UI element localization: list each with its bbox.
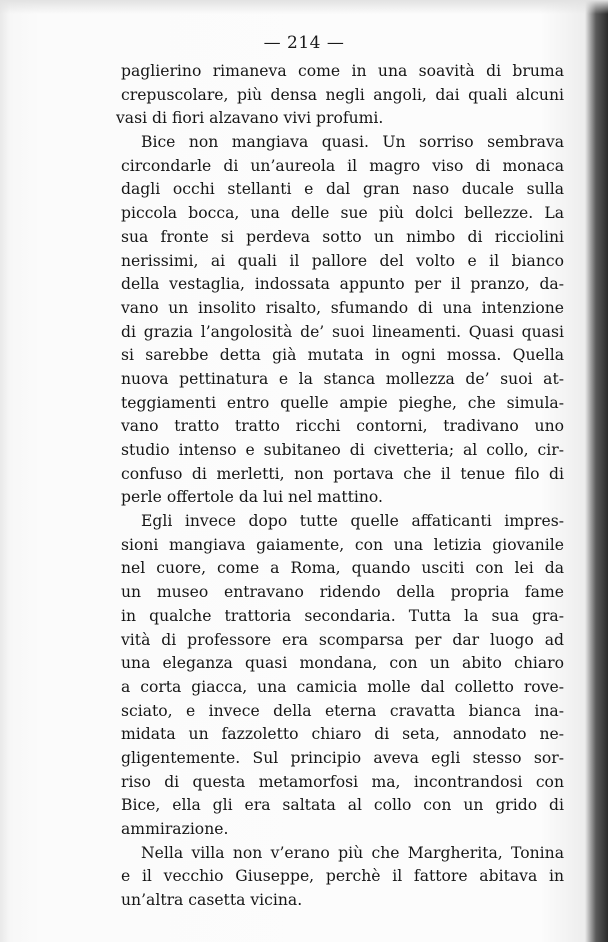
text-line: ammirazione. xyxy=(121,820,229,838)
text-line: piccola bocca, una delle sue più dolci bellezze. La xyxy=(121,204,564,223)
text-line: studio intenso e subitaneo di civetteria; al collo, cir- xyxy=(121,441,564,459)
text-line: una eleganza quasi mondana, con un abito chiaro xyxy=(121,654,564,673)
text-line: sua fronte si perdeva sotto un nimbo di ricciolini xyxy=(121,227,564,246)
text-line: si sarebbe detta già mutata in ogni mossa. Quella xyxy=(121,346,564,365)
text-line: confuso di merletti, non portava che il tenue filo di xyxy=(121,464,564,483)
page-number: — 214 — xyxy=(263,33,345,53)
text-line: vità di professore era scomparsa per dar luogo ad xyxy=(121,630,564,649)
text-line: nel cuore, come a Roma, quando usciti con lei da xyxy=(121,559,564,578)
text-line: perle offertole da lui nel mattino. xyxy=(121,488,383,507)
text-line: vano un insolito risalto, sfumando di una intenzione xyxy=(121,298,564,317)
text-line: nuova pettinatura e la stanca mollezza de’ suoi at- xyxy=(121,369,564,388)
text-line: midata un fazzoletto chiaro di seta, annodato ne- xyxy=(121,725,564,744)
text-line: in qualche trattoria secondaria. Tutta la sua gra- xyxy=(121,606,564,625)
paragraph-start-line: Egli invece dopo tutte quelle affaticanti impres- xyxy=(141,512,564,531)
text-line: paglierino rimaneva come in una soavità di bruma xyxy=(121,62,564,80)
text-line: dagli occhi stellanti e dal gran naso ducale sulla xyxy=(121,180,564,199)
body-text xyxy=(116,60,564,913)
text-line: gligentemente. Sul principio aveva egli stesso sor- xyxy=(121,748,564,767)
text-line: vasi di fiori alzavano vivi profumi. xyxy=(116,109,384,128)
text-line: un museo entravano ridendo della propria fame xyxy=(121,583,564,602)
text-line: nerissimi, ai quali il pallore del volto e il bianco xyxy=(121,251,564,270)
text-line: Bice, ella gli era saltata al collo con un grido di xyxy=(121,796,564,815)
text-line: a corta giacca, una camicia molle dal colletto rove- xyxy=(121,677,564,696)
text-line: e il vecchio Giuseppe, perchè il fattore abitava in xyxy=(121,867,564,886)
text-line: di grazia l’angolosità de’ suoi lineamenti. Quasi quasi xyxy=(121,322,564,341)
text-line: teggiamenti entro quelle ampie pieghe, che simula- xyxy=(121,393,564,412)
text-line: riso di questa metamorfosi ma, incontrandosi con xyxy=(121,772,564,791)
text-line: un’altra casetta vicina. xyxy=(121,891,303,910)
text-line: della vestaglia, indossata appunto per il pranzo, da- xyxy=(121,275,564,294)
text-line: crepuscolare, più densa negli angoli, dai quali alcuni xyxy=(121,85,564,104)
text-line: sciato, e invece della eterna cravatta bianca ina- xyxy=(121,701,564,720)
paragraph-start-line: Nella villa non v’erano più che Margherita, Tonina xyxy=(141,843,564,862)
text-line: sioni mangiava gaiamente, con una letizia giovanile xyxy=(121,535,564,554)
paragraph-start-line: Bice non mangiava quasi. Un sorriso sembrava xyxy=(141,133,564,152)
text-line: circondarle di un’aureola il magro viso di monaca xyxy=(121,156,564,175)
text-line: vano tratto tratto ricchi contorni, tradivano uno xyxy=(121,417,564,436)
